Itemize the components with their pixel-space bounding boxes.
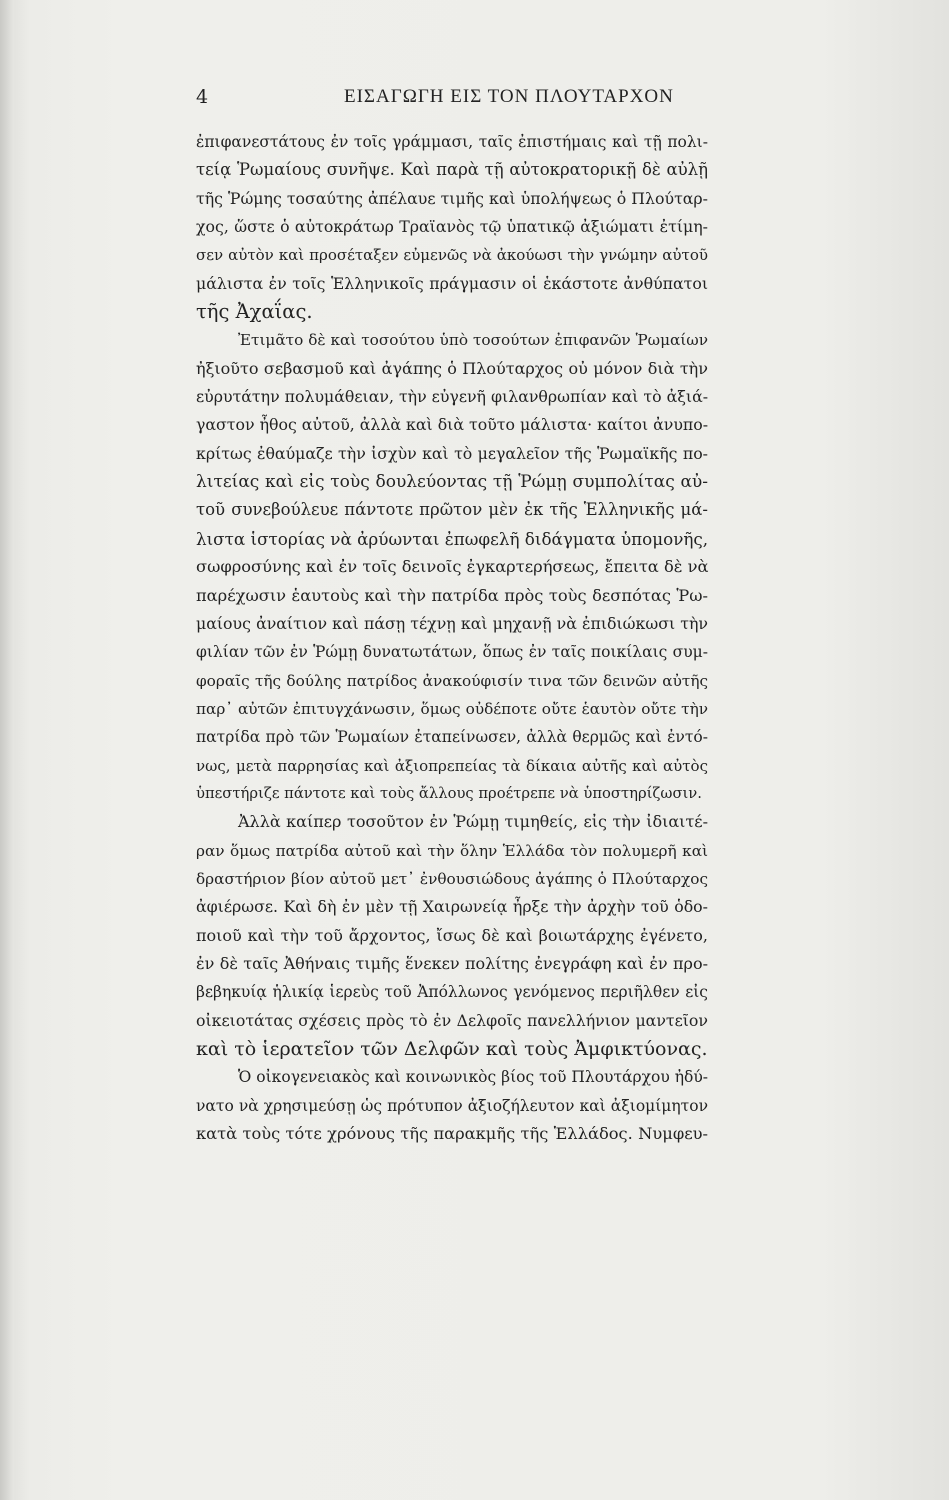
text-line: δραστήριον βίον αὐτοῦ μετ᾽ ἐνθουσιώδους ἀγάπης ὁ Πλούταρχος [196,869,708,888]
text-line: ἐπιφανεστάτους ἐν τοῖς γράμμασι, ταῖς ἐπιστήμαις καὶ τῇ πολι- [196,133,708,151]
paragraph-first-line: Ἀλλὰ καίπερ τοσοῦτον ἐν Ῥώμῃ τιμηθείς, εἰς τὴν ἰδιαιτέ- [238,812,708,832]
text-line: κατὰ τοὺς τότε χρόνους τῆς παρακμῆς τῆς Ἑλλάδος. Νυμφευ- [196,1124,708,1144]
page-binding-edge [0,0,14,1500]
text-line: φοραῖς τῆς δούλης πατρίδος ἀνακούφισίν τινα τῶν δεινῶν αὐτῆς [196,671,708,690]
text-line: βεβηκυίᾳ ἡλικίᾳ ἱερεὺς τοῦ Ἀπόλλωνος γενόμενος περιῆλθεν εἰς [196,983,708,1002]
text-line: νατο νὰ χρησιμεύσῃ ὡς πρότυπον ἀξιοζήλευτον καὶ ἀξιομίμητον [196,1096,708,1115]
text-line: σωφροσύνης καὶ ἐν τοῖς δεινοῖς ἐγκαρτερήσεως, ἔπειτα δὲ νὰ [196,557,709,577]
text-line: λιτείας καὶ εἰς τοὺς δουλεύοντας τῇ Ῥώμῃ συμπολίτας αὐ- [196,472,708,493]
paragraph-first-line: Ὁ οἰκογενειακὸς καὶ κοινωνικὸς βίος τοῦ Πλουτάρχου ἠδύ- [238,1068,708,1087]
text-line: τοῦ συνεβούλευε πάντοτε πρῶτον μὲν ἐκ τῆς Ἑλληνικῆς μά- [196,500,708,520]
text-line: παρέχωσιν ἑαυτοὺς καὶ τὴν πατρίδα πρὸς τοὺς δεσπότας Ῥω- [196,585,708,605]
text-line: ἠξιοῦτο σεβασμοῦ καὶ ἀγάπης ὁ Πλούταρχος οὐ μόνον διὰ τὴν [196,358,708,378]
text-line: γαστον ἦθος αὐτοῦ, ἀλλὰ καὶ διὰ τοῦτο μάλιστα· καίτοι ἀνυπο- [196,415,709,435]
body-text [196,128,708,1148]
text-line: πατρίδα πρὸ τῶν Ῥωμαίων ἐταπείνωσεν, ἀλλὰ θερμῶς καὶ ἐντό- [196,728,708,747]
text-line: τείᾳ Ῥωμαίους συνῆψε. Καὶ παρὰ τῇ αὐτοκρατορικῇ δὲ αὐλῇ [196,160,708,180]
text-line: λιστα ἱστορίας νὰ ἀρύωνται ἐπωφελῆ διδάγματα ὑπομονῆς, [196,528,709,549]
text-line: καὶ τὸ ἱερατεῖον τῶν Δελφῶν καὶ τοὺς Ἀμφικτύονας. [196,1038,708,1060]
text-line: χος, ὥστε ὁ αὐτοκράτωρ Τραϊανὸς τῷ ὑπατικῷ ἀξιώματι ἐτίμη- [196,217,708,237]
text-line: νως, μετὰ παρρησίας καὶ ἀξιοπρεπείας τὰ δίκαια αὐτῆς καὶ αὐτὸς [196,756,708,775]
running-title: ΕΙΣΑΓΩΓΗ ΕΙΣ ΤΟΝ ΠΛΟΥΤΑΡΧΟΝ [344,86,674,107]
text-line: τῆς Ἀχαΐας. [196,300,313,324]
text-line: ραν ὅμως πατρίδα αὐτοῦ καὶ τὴν ὅλην Ἑλλάδα τὸν πολυμερῆ καὶ [196,841,708,860]
text-line: εὐρυτάτην πολυμάθειαν, τὴν εὐγενῆ φιλανθρωπίαν καὶ τὸ ἀξιά- [196,387,709,407]
text-line: μάλιστα ἐν τοῖς Ἑλληνικοῖς πράγμασιν οἱ ἑκάστοτε ἀνθύπατοι [196,273,708,293]
text-line: ἀφιέρωσε. Καὶ δὴ ἐν μὲν τῇ Χαιρωνείᾳ ἦρξε τὴν ἀρχὴν τοῦ ὁδο- [196,897,708,917]
page-number: 4 [196,86,209,108]
text-line: ἐν δὲ ταῖς Ἀθήναις τιμῆς ἕνεκεν πολίτης ἐνεγράφη καὶ ἐν προ- [196,953,708,973]
text-line: σεν αὐτὸν καὶ προσέταξεν εὐμενῶς νὰ ἀκούωσι τὴν γνώμην αὐτοῦ [196,246,708,265]
text-line: τῆς Ῥώμης τοσαύτης ἀπέλαυε τιμῆς καὶ ὑπολήψεως ὁ Πλούταρ- [196,188,708,208]
text-line: οἰκειοτάτας σχέσεις πρὸς τὸ ἐν Δελφοῖς πανελλήνιον μαντεῖον [196,1010,708,1030]
paragraph-first-line: Ἐτιμᾶτο δὲ καὶ τοσούτου ὑπὸ τοσούτων ἐπιφανῶν Ῥωμαίων [238,331,708,350]
text-line: φιλίαν τῶν ἐν Ῥώμῃ δυνατωτάτων, ὅπως ἐν ταῖς ποικίλαις συμ- [196,643,708,662]
text-line: μαίους ἀναίτιον καὶ πάσῃ τέχνῃ καὶ μηχανῇ νὰ ἐπιδιώκωσι τὴν [196,613,708,633]
page-header [196,86,756,116]
text-line: ποιοῦ καὶ τὴν τοῦ ἄρχοντος, ἴσως δὲ καὶ βοιωτάρχης ἐγένετο, [196,925,708,945]
text-line: ὑπεστήριζε πάντοτε καὶ τοὺς ἄλλους προέτρεπε νὰ ὑποστηρίζωσιν. [196,784,702,802]
text-line: παρ᾽ αὐτῶν ἐπιτυγχάνωσιν, ὅμως οὐδέποτε οὔτε ἑαυτὸν οὔτε τὴν [196,699,708,718]
text-line: κρίτως ἐθαύμαζε τὴν ἰσχὺν καὶ τὸ μεγαλεῖον τῆς Ῥωμαϊκῆς πο- [196,443,708,463]
